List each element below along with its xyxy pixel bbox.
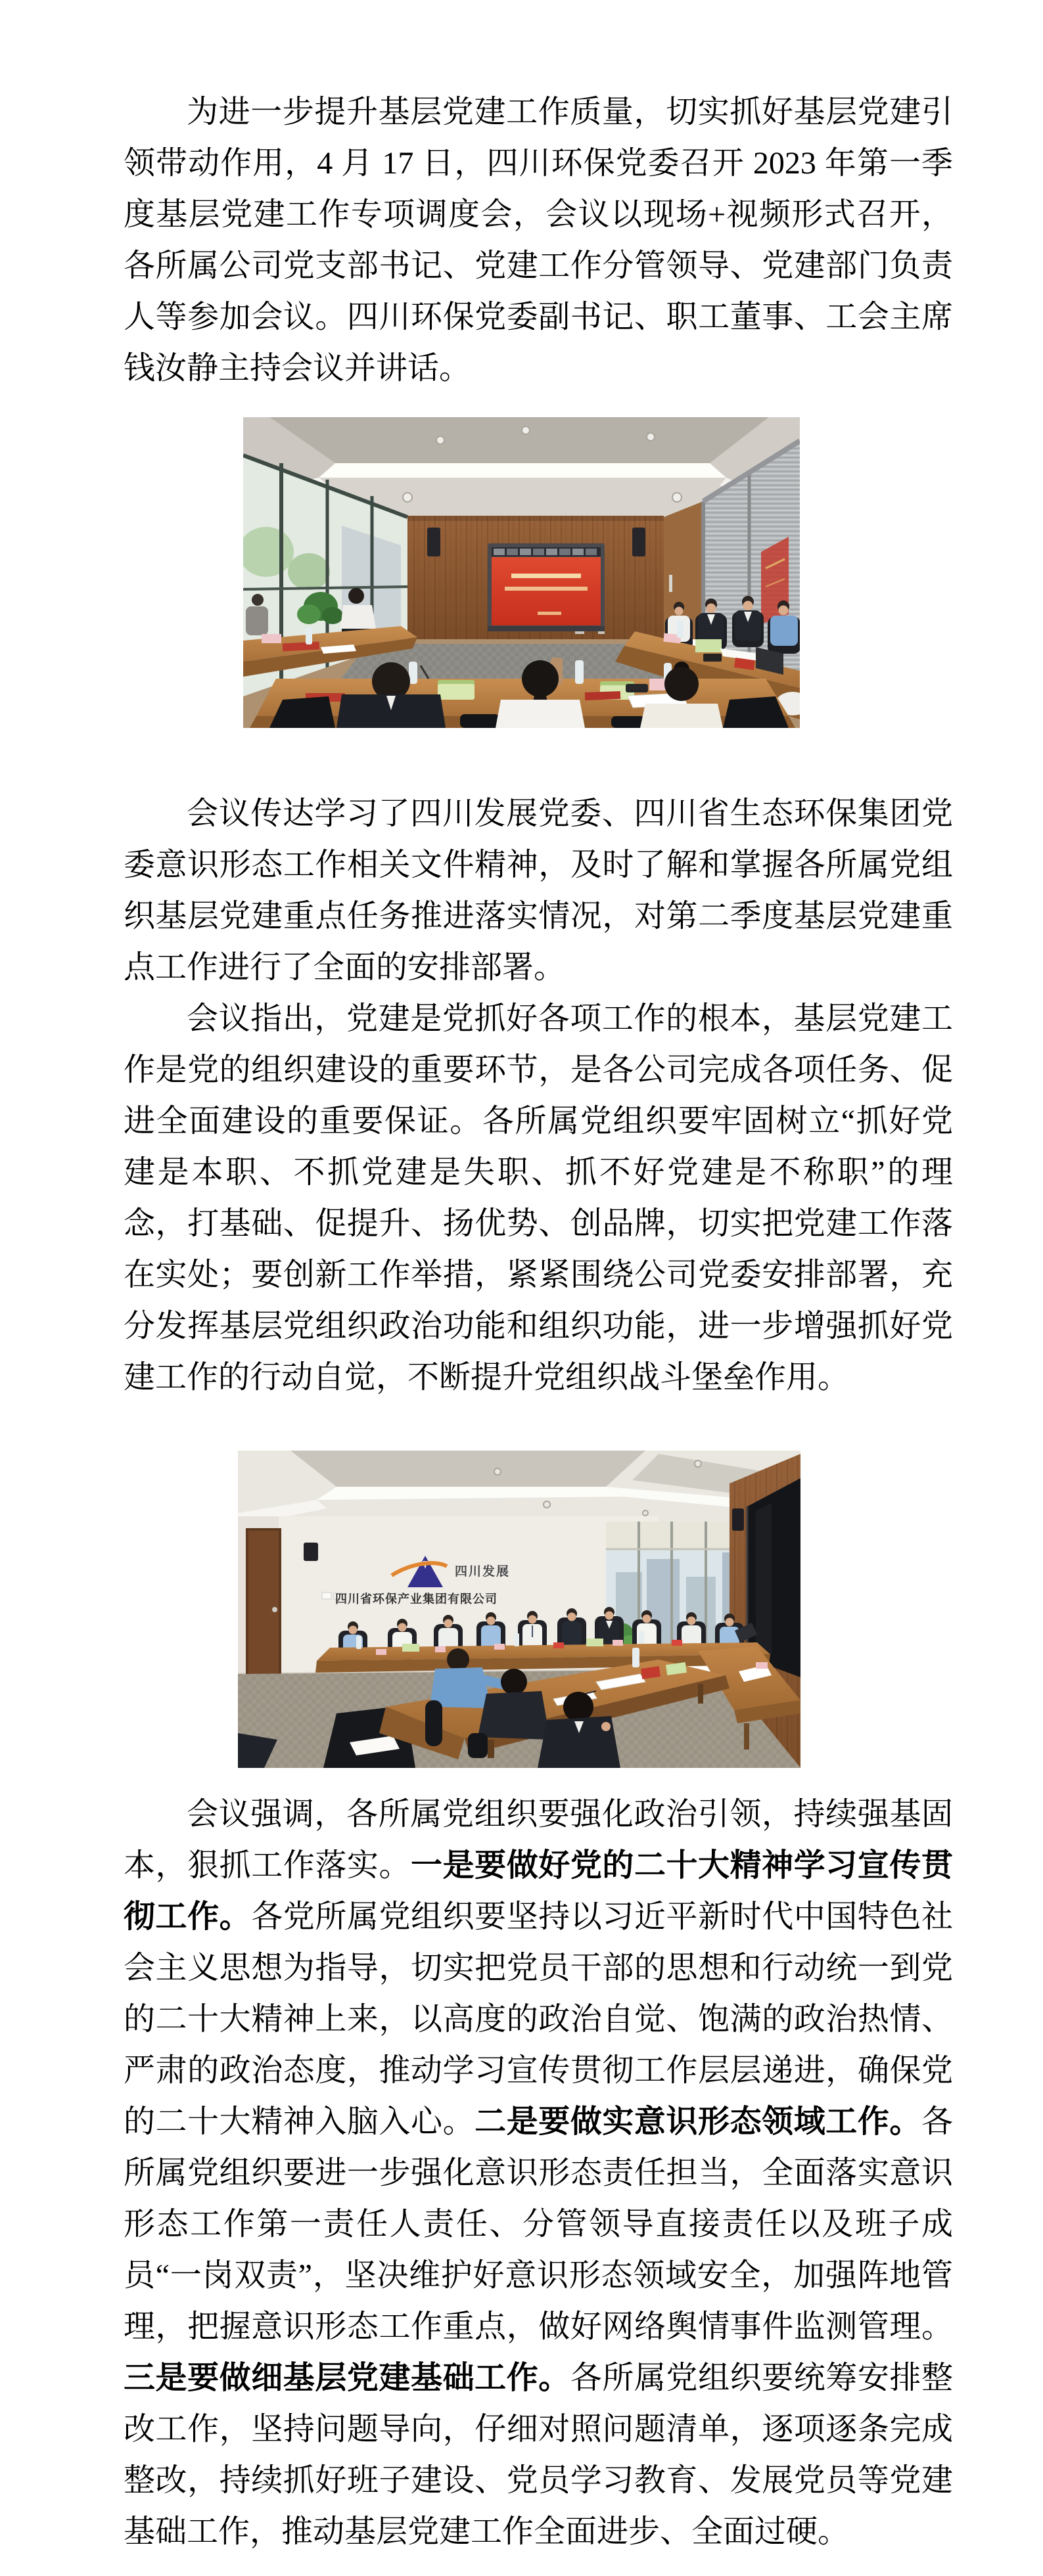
name-tent-card [376,1649,386,1655]
logo-title-text: 四川发展 [455,1565,511,1579]
paragraph-emphasize: 会议强调，各所属党组织要强化政治引领，持续强基固本，狠抓工作落实。一是要做好党的二十大精神学习宣传贯彻工作。各党所属党组织要坚持以习近平新时代中国特色社会主义思想为指导，切实把党员干部的思想和行动统一到党的二十大精神上来，以高度的政治自觉、饱满的政治热情、严肃的政治态度，推动学习宣传贯彻工作层层递进，确保党的二十大精神入脑入心。二是要做实意识形态领域工作。各所属党组织要进一步强化意识形态责任担当，全面落实意识形态工作第一责任人责任、分管领导直接责任以及班子成员“一岗双责”，坚决维护好意识形态领域安全，加强阵地管理，把握意识形态工作重点，做好网络舆情事件监测管理。三是要做细基层党建基础工作。各所属党组织要统筹安排整改工作，坚持问题导向，仔细对照问题清单，逐项逐条完成整改，持续抓好班子建设、党员学习教育、发展党员等党建基础工作，推动基层党建工作全面进步、全面过硬。 [124,1797,953,2549]
speaker-icon [732,1508,744,1531]
meeting-room-photo-2-illustration [238,1451,800,1768]
wood-door [247,1529,280,1677]
photo-meeting-room-logo-wall [238,1451,800,1768]
paragraph-study: 会议传达学习了四川发展党委、四川省生态环保集团党委意识形态工作相关文件精神，及时了解和掌握各所属党组织基层党建重点任务推进落实情况，对第二季度基层党建重点工作进行了全面的安排部署。 [124,796,953,985]
water-bottle [306,627,312,644]
name-tent-card [494,1644,505,1650]
red-book [585,691,620,700]
name-tent-card [262,634,281,643]
meeting-room-photo-1-illustration [243,417,800,728]
phone-icon [703,654,722,662]
tissue-box [586,1638,603,1646]
emphasis-run: 二是要做实意识形态领域工作。 [475,2104,921,2139]
attendee-left-hair [348,588,364,604]
slide-title-bar [511,574,581,578]
water-bottle [677,621,684,638]
name-tent-card [672,1640,682,1646]
name-tent-card [756,1662,768,1669]
tissue-box [438,684,475,700]
article-body [124,87,953,2558]
water-bottle [514,1633,519,1646]
speaker-icon [304,1543,318,1561]
water-bottle [356,1636,361,1649]
name-tent-card [553,1642,564,1648]
door-handle-icon [669,575,672,592]
speaker-icon [427,528,440,556]
emphasis-run: 三是要做细基层党建基础工作。 [124,2361,570,2395]
photo-meeting-room-red-screen [243,417,800,728]
name-tent-card [435,1646,446,1652]
paragraph-point-out: 会议指出，党建是党抓好各项工作的根本，基层党建工作是党的组织建设的重要环节，是各公司完成各项任务、促进全面建设的重要保证。各所属党组织要牢固树立“抓好党建是本职、不抓党建是失职、抓不好党建是不称职”的理念，打基础、促提升、扬优势、创品牌，切实把党建工作落在实处；要创新工作举措，紧紧围绕公司党委安排部署，充分发挥基层党组织政治功能和组织功能，进一步增强抓好党建工作的行动自觉，不断提升党组织战斗堡垒作用。 [124,1001,953,1395]
water-bottle [632,1648,639,1667]
paragraph-intro: 为进一步提升基层党建工作质量，切实抓好基层党建引领带动作用，4 月 17 日，四川环保党委召开 2023 年第一季度基层党建工作专项调度会，会议以现场+视频形式召开，各所属公司党支部书记、党建工作分管领导、党建部门负责人等参加会议。四川环保党委副书记、职工董事、工会主席钱汝静主持会议并讲话。 [124,95,953,386]
door-handle-icon [272,1607,277,1612]
water-bottle [575,660,584,684]
tissue-box [695,639,722,652]
emphasis-run: 一是要做好党的二十大精神学习宣传贯彻工作。 [124,1848,953,1934]
tissue-box [402,1644,419,1652]
name-tent-card [613,1640,623,1646]
phone-icon [626,684,648,692]
logo-company-text: 四川省环保产业集团有限公司 [335,1593,498,1606]
water-bottle [639,1631,644,1644]
slide-subtitle-bar [505,587,588,591]
speaker-icon [632,528,645,556]
red-presentation-screen [488,543,605,631]
